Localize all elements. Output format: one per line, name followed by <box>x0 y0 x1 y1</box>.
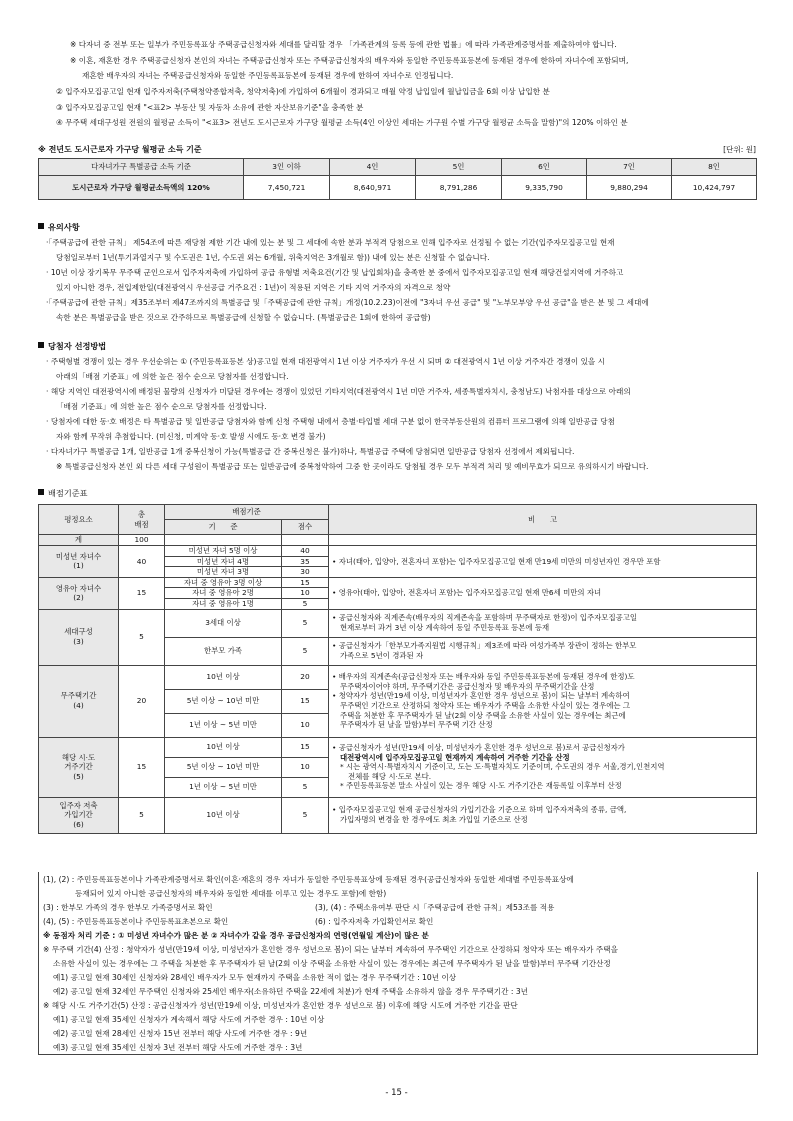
criteria-standard: 3세대 이상 <box>165 609 282 637</box>
criteria-standard: 자녀 중 영유아 1명 <box>165 598 282 609</box>
criteria-standard: 5년 이상 ~ 10년 미만 <box>165 757 282 777</box>
caution-heading <box>38 222 80 233</box>
factor-number: (6) <box>73 819 84 829</box>
remark-savings <box>329 797 757 833</box>
factor-total: 15 <box>119 577 165 609</box>
income-value-6: 9,335,790 <box>502 176 587 200</box>
winner-title: 당첨자 선정방법 <box>48 341 107 351</box>
factor-infants <box>39 577 119 609</box>
income-header-criteria: 다자녀가구 특별공급 소득 기준 <box>39 159 244 176</box>
header-total-line-1: 총 <box>137 509 146 519</box>
header-score: 점수 <box>282 520 329 535</box>
winner-line-2: 아래의「배점 기준표」에 의한 높은 점수 순으로 당첨자를 선정합니다. <box>56 372 289 381</box>
income-row-label: 도시근로자 가구당 월평균소득액의 120% <box>39 176 244 200</box>
income-table-header-row <box>39 159 757 176</box>
factor-total: 5 <box>119 797 165 833</box>
winner-line-5: · 당첨자에 대한 동·호 배정은 타 특별공급 및 일반공급 당첨자와 함께 신청 주택형 내에서 층별·타입별 세대 구분 없이 한국부동산원의 컴퓨터 프로그램에 의해 일반공급 당첨 <box>46 417 615 426</box>
criteria-score: 30 <box>282 567 329 578</box>
bottom-note-residence-ex3: 예3) 공고일 현재 35세인 신청자 3년 전부터 해당 사도에 거주한 경우 : 3년 <box>53 1043 303 1052</box>
requirement-2: ② 입주자모집공고일 현재 입주자저축(주택청약종합저축, 청약저축)에 가입하여 6개월이 경과되고 매월 약정 납입일에 월납입금을 6회 이상 납입한 분 <box>56 87 550 96</box>
bottom-note-residence-ex1: 예1) 공고일 현재 35세인 신청자가 계속해서 해당 사도에 거주한 경우 : 10년 이상 <box>53 1015 325 1024</box>
winner-heading <box>38 341 106 352</box>
factor-total: 40 <box>119 546 165 578</box>
factor-total: 20 <box>119 665 165 737</box>
factor-minor-children <box>39 546 119 578</box>
score-total-row <box>39 535 757 546</box>
factor-savings <box>39 797 119 833</box>
bottom-note-6: (6) : 입주자저축 가입확인서로 확인 <box>315 917 434 926</box>
page-number: - 15 - <box>385 1088 408 1098</box>
criteria-standard: 5년 이상 ~ 10년 미만 <box>165 689 282 713</box>
criteria-score: 20 <box>282 665 329 689</box>
factor-label: 미성년 자녀수 <box>55 551 102 561</box>
income-table-row <box>39 176 757 200</box>
remark-line: 무주택자가 된 날을 말함)부터 무주택 기간 산정 <box>340 720 493 730</box>
income-table-caption: ※ 전년도 도시근로자 가구당 월평균 소득 기준 <box>38 145 202 154</box>
factor-homeless <box>39 665 119 737</box>
bottom-note-2: 등재되어 있지 아니한 공급신청자의 배우자와 동일한 세대를 이루고 있는 경우도 포함)에 한함) <box>75 889 387 898</box>
criteria-score: 10 <box>282 757 329 777</box>
criteria-standard: 미성년 자녀 5명 이상 <box>165 546 282 557</box>
note-multi-child: ※ 다자녀 중 전부 또는 일부가 주민등록표상 주택공급신청자와 세대를 달리할 경우 「가족관계의 등록 등에 관한 법률」에 따라 가족관계증명서를 제출하여야 합니다. <box>70 40 617 49</box>
criteria-standard: 자녀 중 영유아 3명 이상 <box>165 577 282 588</box>
factor-total: 15 <box>119 737 165 797</box>
criteria-score: 5 <box>282 777 329 797</box>
remark-residence <box>329 737 757 797</box>
score-row-homeless <box>39 665 757 689</box>
criteria-standard: 1년 이상 ~ 5년 미만 <box>165 777 282 797</box>
score-row-minor-children <box>39 546 757 557</box>
criteria-score: 40 <box>282 546 329 557</box>
remark-household-single-parent <box>329 637 757 665</box>
header-remark: 비 고 <box>329 505 757 535</box>
square-bullet-icon <box>38 223 44 229</box>
caution-title: 유의사항 <box>48 222 80 232</box>
bottom-note-homeless-2: 소유한 사실이 있는 경우에는 그 주택을 처분한 후 무주택자가 된 날(2회 이상 주택을 소유한 사실이 있는 경우에는 최근에 무주택자가 된 날을 말함)부터 무주택 기간산정 <box>53 959 611 968</box>
factor-total: 5 <box>119 609 165 665</box>
winner-line-7: · 다자녀가구 특별공급 1개, 일반공급 1개 중복신청이 가능(특별공급 간 중복신청은 불가)하나, 특별공급 주택에 당첨되면 일반공급 당첨자 선정에서 제외됩니다. <box>46 447 575 456</box>
caution-line-4: 있지 아니한 경우, 전입제한일(대전광역시 우선공급 거주요건 : 1년)이 적용된 지역은 기타 지역 거주자의 자격으로 청약 <box>56 283 451 292</box>
criteria-standard: 10년 이상 <box>165 665 282 689</box>
criteria-standard: 10년 이상 <box>165 797 282 833</box>
income-value-4: 8,640,971 <box>330 176 416 200</box>
header-factor: 평정요소 <box>39 505 119 535</box>
caution-line-5: ·「주택공급에 관한 규칙」제35조부터 제47조까지의 특별공급 및「주택공급에 관한 규칙」개정(10.2.23)이전에 "3자녀 우선 공급" 및 "노부모부양 우선 공급"을 받은 분 및 그 세대에 <box>46 298 649 307</box>
bottom-note-homeless-ex2: 예2) 공고일 현재 32세인 무주택인 신청자와 25세인 배우자(소유하던 주택을 22세에 처분)가 현재 주택을 소유하지 않을 경우 무주택기간 : 3년 <box>53 987 528 996</box>
remark-line: • 배우자의 직계존속(공급신청자 또는 배우자와 동일 주민등록표등본에 등재된 경우에 한정)도 <box>332 672 635 682</box>
total-value: 100 <box>119 535 165 546</box>
income-header-7: 7인 <box>587 159 672 176</box>
score-table-title: 배점기준표 <box>48 488 88 498</box>
square-bullet-icon <box>38 489 44 495</box>
remark-minor-children: • 자녀(태아, 입양아, 전혼자녀 포함)는 입주자모집공고일 현재 만19세 미만의 미성년자인 경우만 포함 <box>329 546 757 578</box>
note-divorce-cont: 재혼한 배우자의 자녀는 주택공급신청자와 동일한 주민등록표등본에 등재된 경우에 한하여 자녀수로 인정됩니다. <box>82 71 454 80</box>
criteria-score: 35 <box>282 556 329 567</box>
remark-line: 무주택자이어야 하며, 무주택기간은 공급신청자 및 배우자의 무주택기간을 산정 <box>340 681 595 691</box>
criteria-standard: 미성년 자녀 4명 <box>165 556 282 567</box>
remark-line: 전체를 해당 시·도로 본다. <box>348 771 432 781</box>
header-total <box>119 505 165 535</box>
income-value-3: 7,450,721 <box>244 176 330 200</box>
factor-label: 가입기간 <box>64 810 93 820</box>
remark-line: 현재로부터 과거 3년 이상 계속하여 동일 주민등록표 등본에 등재 <box>340 623 550 633</box>
remark-line: 주택을 처분한 후 무주택자가 된 날(2회 이상 주택을 소유한 사실이 있는 경우에는 최근에 <box>340 710 626 720</box>
header-standard: 기 준 <box>165 520 282 535</box>
criteria-standard: 1년 이상 ~ 5년 미만 <box>165 713 282 737</box>
income-table <box>38 158 757 200</box>
winner-line-1: · 주택형별 경쟁이 있는 경우 우선순위는 ① (주민등록표등본 상)공고일 현재 대전광역시 1년 이상 거주자가 우선 시 되며 ② 대전광역시 1년 이상 거주자간 경쟁이 있을 시 <box>46 357 606 366</box>
caution-line-2: 당첨일로부터 1년(투기과열지구 및 수도권은 1년, 수도권 외는 6개월, 위축지역은 3개월로 함)) 내에 있는 분은 신청할 수 없습니다. <box>56 253 490 262</box>
score-row-household <box>39 609 757 637</box>
factor-label: 무주택기간 <box>60 691 97 701</box>
caution-line-6: 속한 분은 특별공급을 받은 것으로 간주하므로 특별공급에 신청할 수 없습니다. (특별공급은 1회에 한하여 공급함) <box>56 313 431 322</box>
criteria-score: 15 <box>282 577 329 588</box>
remark-line: * 주민등록표등본 말소 사실이 있는 경우 해당 시·도 거주기간은 재등록일 이후부터 산정 <box>340 781 622 791</box>
requirement-4: ④ 무주택 세대구성원 전원의 월평균 소득이 "<표3> 전년도 도시근로자 가구당 월평균 소득(4인 이상인 세대는 가구원 수별 가구당 월평균 소득을 말함)"의 120% 이하인 분 <box>56 118 628 127</box>
note-divorce: ※ 이혼, 재혼한 경우 주택공급신청자 본인의 자녀는 주택공급신청자 또는 주택공급신청자의 배우자와 동일한 주민등록표등본에 등재된 경우에 한하여 자녀수에 포함되며, <box>70 56 629 65</box>
bottom-note-4: (3), (4) : 주택소유여부 판단 시「주택공급에 관한 규칙」제53조를 적용 <box>315 903 555 912</box>
winner-line-3: · 해당 지역인 대전광역시에 배정된 물량의 신청자가 미달된 경우에는 경쟁이 있었던 기타지역(대전광역시 1년 미만 거주자, 세종특별자치시, 충청남도) 낙첨자를 대상으로 아래의 <box>46 387 631 396</box>
income-value-5: 8,791,286 <box>416 176 502 200</box>
winner-line-6: 자와 함께 무작위 추첨합니다. (미신청, 미계약 동·호 발생 시에도 동·호 변경 불가) <box>56 432 326 441</box>
remark-line: • 청약자가 성년(만19세 이상, 미성년자가 혼인한 경우 성년으로 봄)이 되는 날부터 계속하여 <box>332 691 630 701</box>
criteria-score: 15 <box>282 737 329 757</box>
factor-number: (3) <box>73 637 84 647</box>
score-row-infants <box>39 577 757 588</box>
bottom-notes-box <box>38 872 758 1055</box>
total-label: 계 <box>39 535 119 546</box>
caution-line-1: ·「주택공급에 관한 규칙」 제54조에 따른 재당첨 제한 기간 내에 있는 분 및 그 세대에 속한 분과 부적격 당첨으로 인해 입주자로 선정될 수 없는 기간(입주자모집공고일 현재 <box>46 238 615 247</box>
factor-number: (4) <box>73 701 84 711</box>
criteria-score: 15 <box>282 689 329 713</box>
remark-line: • 공급신청자가 성년(만19세 이상, 미성년자가 혼인한 경우 성년으로 봄)로서 공급신청자가 <box>332 743 625 753</box>
income-header-4: 4인 <box>330 159 416 176</box>
factor-residence <box>39 737 119 797</box>
factor-number: (5) <box>73 771 84 781</box>
factor-label: 세대구성 <box>64 627 93 637</box>
winner-line-8: ※ 특별공급신청자 본인 외 다른 세대 구성원이 특별공급 또는 일반공급에 중복청약하여 그중 한 곳이라도 당첨될 경우 모두 부적격 처리 및 예비무효가 되므로 유의하시기 바랍니다. <box>56 462 649 471</box>
caution-line-3: · 10년 이상 장기복무 무주택 군인으로서 입주자저축에 가입하여 공급 유형별 저축요건(기간 및 납입회차)을 충족한 분 중에서 입주자모집공고일 현재 해당건설지역에 거주하고 <box>46 268 624 277</box>
remark-line: • 공급신청자가「한부모가족지원법 시행규칙」제3조에 따라 여성가족부 장관이 정하는 한부모 <box>332 641 637 651</box>
remark-infants: • 영유아(태아, 입양아, 전혼자녀 포함)는 입주자모집공고일 현재 만6세 미만의 자녀 <box>329 577 757 609</box>
criteria-standard: 미성년 자녀 3명 <box>165 567 282 578</box>
criteria-score: 5 <box>282 598 329 609</box>
score-table-heading <box>38 488 88 499</box>
score-header-row <box>39 505 757 520</box>
income-value-8: 10,424,797 <box>672 176 757 200</box>
criteria-standard: 자녀 중 영유아 2명 <box>165 588 282 599</box>
remark-line: • 입주자모집공고일 현재 공급신청자의 가입기간을 기준으로 하며 입주자저축의 종류, 금액, <box>332 805 627 815</box>
score-row-savings <box>39 797 757 833</box>
factor-label: 입주자 저축 <box>59 800 98 810</box>
bottom-note-tiebreak: ※ 동점자 처리 기준 : ① 미성년 자녀수가 많은 분 ② 자녀수가 같을 경우 공급신청자의 연령(연월일 계산)이 많은 분 <box>43 931 429 940</box>
header-criteria: 배점기준 <box>165 505 329 520</box>
remark-line: 가입자명의 변경을 한 경우에도 최초 가입일 기준으로 산정 <box>340 815 528 825</box>
criteria-score: 5 <box>282 637 329 665</box>
income-table-unit: [단위: 원] <box>723 145 756 154</box>
remark-household-3gen <box>329 609 757 637</box>
factor-label: 영유아 자녀수 <box>55 583 102 593</box>
remark-line: 가족으로 5년이 경과된 자 <box>340 651 424 661</box>
criteria-score: 5 <box>282 609 329 637</box>
income-header-8: 8인 <box>672 159 757 176</box>
bottom-note-residence-ex2: 예2) 공고일 현재 28세인 신청자 15년 전부터 해당 사도에 거주한 경우 : 9년 <box>53 1029 308 1038</box>
criteria-score: 5 <box>282 797 329 833</box>
income-header-6: 6인 <box>502 159 587 176</box>
income-header-5: 5인 <box>416 159 502 176</box>
criteria-score: 10 <box>282 588 329 599</box>
bottom-note-5: (4), (5) : 주민등록표등본이나 주민등록표초본으로 확인 <box>43 917 229 926</box>
income-header-3: 3인 이하 <box>244 159 330 176</box>
criteria-standard: 10년 이상 <box>165 737 282 757</box>
remark-line: * 시는 광역시·특별자치시 기준이고, 도는 도·특별자치도 기준이며, 수도권의 경우 서울,경기,인천지역 <box>340 762 665 772</box>
bottom-note-1: (1), (2) : 주민등록표등본이나 가족관계증명서로 확인(이혼·재혼의 경우 자녀가 동일한 주민등록표상에 등재된 경우(공급신청자와 동일한 세대별 주민등록표상에 <box>43 875 574 884</box>
square-bullet-icon <box>38 342 44 348</box>
income-value-7: 9,880,294 <box>587 176 672 200</box>
bottom-note-homeless-ex1: 예1) 공고일 현재 30세인 신청자와 28세인 배우자가 모두 현재까지 주택을 소유한 적이 없는 경우 무주택기간 : 10년 이상 <box>53 973 457 982</box>
remark-line: • 공급신청자와 직계존속(배우자의 직계존속을 포함하며 무주택자로 한정)이 입주자모집공고일 <box>332 613 638 623</box>
bottom-note-residence: ※ 해당 시·도 거주기간(5) 산정 : 공급신청자가 성년(만19세 이상, 미성년자가 혼인한 경우 성년으로 봄) 이후에 해당 시도에 거주한 기간을 판단 <box>43 1001 518 1010</box>
factor-label: 거주기간 <box>64 762 93 772</box>
winner-line-4: 「배점 기준표」에 의한 높은 점수 순으로 당첨자를 선정합니다. <box>56 402 267 411</box>
factor-label: 해당 시·도 <box>61 752 96 762</box>
score-table <box>38 504 757 834</box>
criteria-standard: 한부모 가족 <box>165 637 282 665</box>
factor-number: (1) <box>73 561 84 571</box>
factor-household <box>39 609 119 665</box>
remark-line: 대전광역시에 입주자모집공고일 현재까지 계속하여 거주한 기간을 산정 <box>340 752 570 762</box>
score-row-residence <box>39 737 757 757</box>
requirement-3: ③ 입주자모집공고일 현재 "<표2> 부동산 및 자동차 소유에 관한 자산보유기준"을 충족한 분 <box>56 103 364 112</box>
header-total-line-2: 배점 <box>134 519 149 529</box>
bottom-note-3: (3) : 한부모 가족의 경우 한부모 가족증명서로 확인 <box>43 903 213 912</box>
factor-number: (2) <box>73 593 84 603</box>
bottom-note-homeless-1: ※ 무주택 기간(4) 산정 : 청약자가 성년(만19세 이상, 미성년자가 혼인한 경우 성년으로 봄)이 되는 날부터 계속하여 무주택인 기간으로 산정하되 청약자 또는 배우자가 주택을 <box>43 945 618 954</box>
remark-line: 무주택인 기간으로 산정하되 청약자 또는 배우자가 주택을 소유한 사실이 있는 경우에는 그 <box>340 701 631 711</box>
remark-homeless <box>329 665 757 737</box>
criteria-score: 10 <box>282 713 329 737</box>
